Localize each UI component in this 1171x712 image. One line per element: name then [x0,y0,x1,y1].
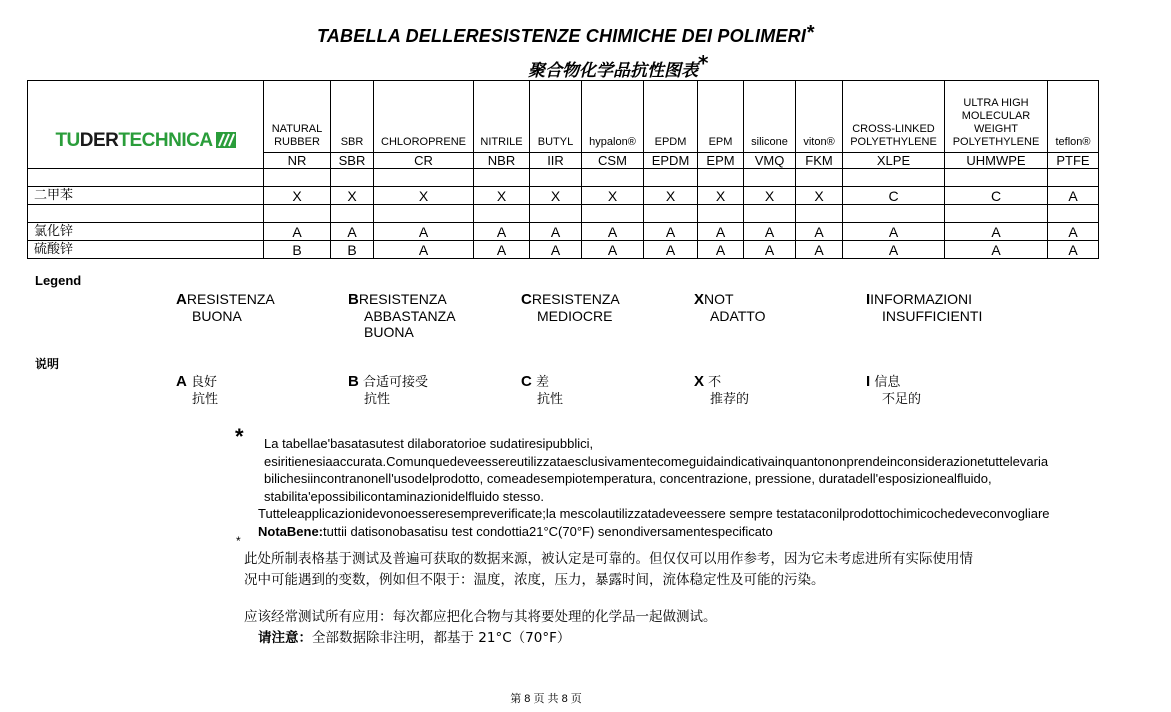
page-footer: 第 8 页 共 8 页 [510,693,582,705]
column-header: SBR [331,81,374,153]
rating-cell: X [474,187,530,205]
note-line-1: La tabellae'basatasutest dilaboratorioe sudatiresipubblici, [264,436,594,451]
rating-cell [264,169,331,187]
column-header: BUTYL [530,81,582,153]
legend-cn-title: 说明 [35,357,60,371]
column-abbreviation: NR [264,153,331,169]
note-cn-asterisk: * [236,534,241,548]
rating-cell [698,205,744,223]
column-abbreviation: EPDM [644,153,698,169]
rating-cell [744,169,796,187]
table-row [28,205,1099,223]
column-abbreviation: NBR [474,153,530,169]
title-cn-text: 聚合物化学品抗性图表 [528,61,698,81]
column-header: EPDM [644,81,698,153]
rating-cell: X [530,187,582,205]
table-row [28,187,1099,205]
column-header: teflon® [1048,81,1099,153]
legend-letter: X [694,291,705,308]
column-abbreviation: SBR [331,153,374,169]
legend-line2: MEDIOCRE [537,308,613,324]
legend-letter: C [521,291,532,308]
legend-line1: RESISTENZA [186,291,275,307]
column-abbreviation: CSM [582,153,644,169]
rating-cell: A [698,223,744,241]
rating-cell [582,169,644,187]
rating-cell: C [843,187,945,205]
legend-cn-letter: A [176,373,187,390]
rating-cell: A [530,241,582,259]
rating-cell: A [530,223,582,241]
column-header: NATURAL RUBBER [264,81,331,153]
column-abbreviation: FKM [796,153,843,169]
rating-cell: C [945,187,1048,205]
row-label [28,205,264,223]
rating-cell [331,205,374,223]
row-label: 硫酸锌 [28,241,264,259]
rating-cell: A [374,223,474,241]
note-chinese [244,549,1144,649]
table-row [28,241,1099,259]
legend-cn-line2: 抗性 [192,392,219,407]
row-label [28,169,264,187]
note-line-4: stabilita'epossibilicontaminazionidelfluido stesso. [264,488,544,504]
legend-cn-item [348,373,428,408]
rating-cell [843,205,945,223]
legend-item [694,291,766,324]
rating-cell: A [582,223,644,241]
column-header: EPM [698,81,744,153]
note-line-2: esiritienesiaaccurata.Comunquedeveessereutilizzataesclusivamentecomeguidaindicativainquantononprendeinconsiderazionetuttelevaria [264,453,1049,469]
column-header: hypalon® [582,81,644,153]
column-abbreviation: UHMWPE [945,153,1048,169]
legend-cn-line1: 不 [708,375,722,390]
rating-cell [843,169,945,187]
legend-line3: BUONA [364,324,414,340]
note-italian [258,435,1138,540]
legend-item [348,291,456,340]
legend-letter: A [176,291,187,308]
rating-cell: A [698,241,744,259]
rating-cell [264,205,331,223]
column-header: silicone [744,81,796,153]
rating-cell: A [474,223,530,241]
rating-cell: B [264,241,331,259]
rating-cell [796,205,843,223]
note-line-5: Tutteleapplicazionidevonoesseresempreverificate;la mescolautilizzatadeveessere sempre testataconilprodottochimicochedeveconvogliare [258,506,1050,521]
note-asterisk: * [235,424,244,449]
rating-cell: X [264,187,331,205]
rating-cell: A [474,241,530,259]
rating-cell [644,205,698,223]
nota-bene-text: tuttii datisonobasatisu test condottia21°C(70°F) senondiversamentespecificato [323,523,773,539]
rating-cell: A [644,241,698,259]
logo-cell [28,81,264,153]
rating-cell: A [1048,187,1099,205]
legend-cn-item [866,373,921,408]
title-cn-asterisk: * [698,51,709,75]
legend-line1: RESISTENZA [358,291,447,307]
legend-cn-line1: 信息 [874,375,901,390]
note-cn-remark-label: 请注意： [258,630,312,646]
rating-cell [698,169,744,187]
rating-cell [474,205,530,223]
rating-cell [530,169,582,187]
row-label: 氯化锌 [28,223,264,241]
table-row [28,169,1099,187]
document-title-italian [0,22,1131,49]
legend-cn-line1: 差 [535,375,549,390]
rating-cell [582,205,644,223]
legend-item [866,291,982,324]
note-cn-line-2: 况中可能遇到的变数，例如但不限于：温度，浓度，压力，暴露时间，流体稳定性及可能的污染。 [244,572,825,588]
logo-technica: TECHNICA [118,129,213,151]
legend-line1: INFORMAZIONI [870,291,973,307]
rating-cell [1048,169,1099,187]
note-cn-remark-text: 全部数据除非注明，都基于 21°C（70°F） [312,630,571,646]
legend-letter: B [348,291,359,308]
rating-cell: A [1048,241,1099,259]
rating-cell [374,169,474,187]
rating-cell [744,205,796,223]
rating-cell: A [843,223,945,241]
legend-cn-line1: 良好 [190,375,217,390]
column-abbreviation: PTFE [1048,153,1099,169]
note-nota-bene [258,523,1138,541]
rating-cell: A [374,241,474,259]
legend-cn-letter: B [348,373,359,390]
logo-cell-bottom [28,153,264,169]
legend-cn-line2: 抗性 [537,392,564,407]
logo-der: DER [79,129,119,151]
column-abbreviation: IIR [530,153,582,169]
rating-cell [374,205,474,223]
column-header: viton® [796,81,843,153]
note-cn-remark [244,628,1144,649]
title-asterisk: * [806,22,814,44]
column-abbreviation: CR [374,153,474,169]
column-abbreviation: EPM [698,153,744,169]
legend-line1: NOT [704,291,734,307]
resistance-table [27,80,1099,259]
rating-cell: X [796,187,843,205]
nota-bene-label: NotaBene: [258,523,324,539]
rating-cell [945,169,1048,187]
legend-cn-item [694,373,749,408]
legend-title: Legend [35,273,82,288]
rating-cell: X [582,187,644,205]
legend-cn-letter: C [521,373,532,390]
rating-cell: A [843,241,945,259]
legend-line2: INSUFFICIENTI [882,308,983,324]
column-abbreviation: VMQ [744,153,796,169]
legend-line1: RESISTENZA [531,291,620,307]
legend-cn-letter: I [866,373,871,390]
rating-cell: A [796,241,843,259]
legend-item [521,291,620,324]
rating-cell: A [644,223,698,241]
legend-cn-item [521,373,563,408]
rating-cell: A [1048,223,1099,241]
note-cn-line-3: 应该经常测试所有应用：每次都应把化合物与其将要处理的化学品一起做测试。 [244,609,717,625]
logo-mark-icon [216,132,236,148]
legend-cn-line2: 推荐的 [710,392,750,407]
legend-letter: I [866,291,871,308]
rating-cell [945,205,1048,223]
rating-cell [474,169,530,187]
legend-line2: BUONA [192,308,242,324]
row-label: 二甲苯 [28,187,264,205]
rating-cell: A [945,241,1048,259]
rating-cell [530,205,582,223]
rating-cell: X [374,187,474,205]
rating-cell: X [744,187,796,205]
logo-tu: TU [55,129,80,151]
rating-cell: X [331,187,374,205]
rating-cell [644,169,698,187]
legend-line2: ADATTO [710,308,766,324]
rating-cell: A [264,223,331,241]
title-text: TABELLA DELLERESISTENZE CHIMICHE DEI POLIMERI [317,26,807,46]
document-title-chinese [528,51,709,81]
legend-cn-line1: 合适可接受 [362,375,428,390]
column-abbreviation: XLPE [843,153,945,169]
legend-item [176,291,275,324]
table-row [28,223,1099,241]
tudertechnica-logo [55,129,235,151]
legend-cn-line2: 抗性 [364,392,391,407]
rating-cell: B [331,241,374,259]
rating-cell: A [331,223,374,241]
rating-cell: X [644,187,698,205]
rating-cell: A [582,241,644,259]
note-line-3: bilichesiincontranonell'usodelprodotto, comeadesempiotemperatura, concentrazione, pressione, duratadell'esposizionealfluido, [264,471,992,486]
rating-cell [331,169,374,187]
column-header: NITRILE [474,81,530,153]
rating-cell [796,169,843,187]
column-header: CHLOROPRENE [374,81,474,153]
legend-line2: ABBASTANZA [364,308,456,324]
rating-cell: A [945,223,1048,241]
legend-cn-item [176,373,218,408]
legend-cn-line2: 不足的 [882,392,922,407]
column-header: CROSS-LINKED POLYETHYLENE [843,81,945,153]
rating-cell [1048,205,1099,223]
rating-cell: A [796,223,843,241]
legend-cn-letter: X [694,373,705,390]
note-cn-line-1: 此处所制表格基于测试及普遍可获取的数据来源，被认定是可靠的。但仅仅可以用作参考，因为它未考虑进所有实际使用情 [244,551,973,567]
rating-cell: X [698,187,744,205]
column-header: ULTRA HIGH MOLECULAR WEIGHT POLYETHYLENE [945,81,1048,153]
rating-cell: A [744,241,796,259]
rating-cell: A [744,223,796,241]
